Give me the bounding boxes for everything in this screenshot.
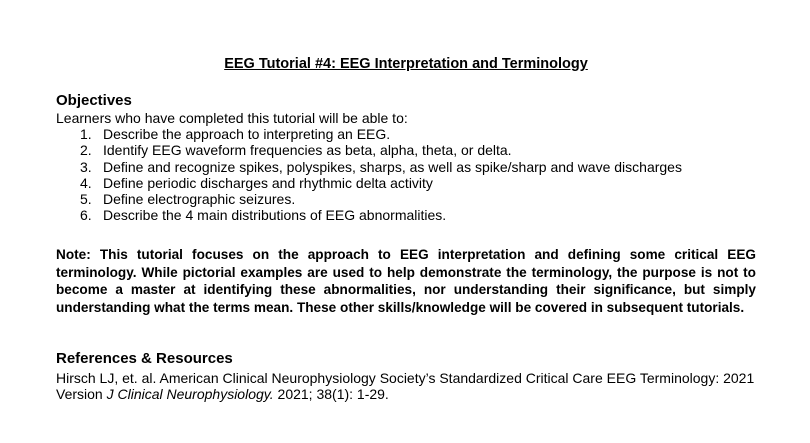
document-title: EEG Tutorial #4: EEG Interpretation and Terminology xyxy=(224,56,588,72)
note-paragraph: Note: This tutorial focuses on the approach to EEG interpretation and defining some critical EEG terminology. While pictorial examples are used to help demonstrate the terminology, the purpose is not to become a master at identifying these abnormalities, nor understanding their significance, but simply understanding what the terms mean. These other skills/knowledge will be covered in subsequent tutorials. xyxy=(56,247,756,315)
objective-text: Define electrographic seizures. xyxy=(103,191,296,208)
objectives-intro: Learners who have completed this tutorial will be able to: xyxy=(56,110,408,126)
objectives-list xyxy=(56,126,682,224)
objective-item xyxy=(56,159,682,175)
objective-number: 5. xyxy=(80,191,92,208)
objective-text: Define periodic discharges and rhythmic delta activity xyxy=(103,174,433,191)
objective-number: 4. xyxy=(80,174,92,191)
reference-citation xyxy=(56,370,761,402)
objective-number: 1. xyxy=(80,126,92,142)
objective-number: 3. xyxy=(80,158,92,175)
objective-item xyxy=(56,175,682,191)
objective-number: 6. xyxy=(80,207,92,224)
journal-name: J Clinical Neurophysiology. xyxy=(106,386,274,402)
objective-item xyxy=(56,126,682,142)
objective-text: Describe the approach to interpreting an EEG. xyxy=(103,126,391,142)
objective-text: Describe the 4 main distributions of EEG abnormalities. xyxy=(103,207,447,224)
objective-text: Identify EEG waveform frequencies as beta, alpha, theta, or delta. xyxy=(103,142,512,159)
objective-item xyxy=(56,142,682,158)
objectives-heading: Objectives xyxy=(56,92,132,109)
references-heading: References & Resources xyxy=(56,350,233,367)
citation-details: 2021; 38(1): 1-29. xyxy=(273,386,389,402)
objective-number: 2. xyxy=(80,142,92,159)
objective-item xyxy=(56,207,682,223)
objective-text: Define and recognize spikes, polyspikes, sharps, as well as spike/sharp and wave discharges xyxy=(103,158,682,175)
citation-text: Hirsch LJ, et. al. American Clinical Neurophysiology Society’s Standardized Critical Care EEG Terminology: 2021 Version xyxy=(56,370,755,402)
objective-item xyxy=(56,191,682,207)
